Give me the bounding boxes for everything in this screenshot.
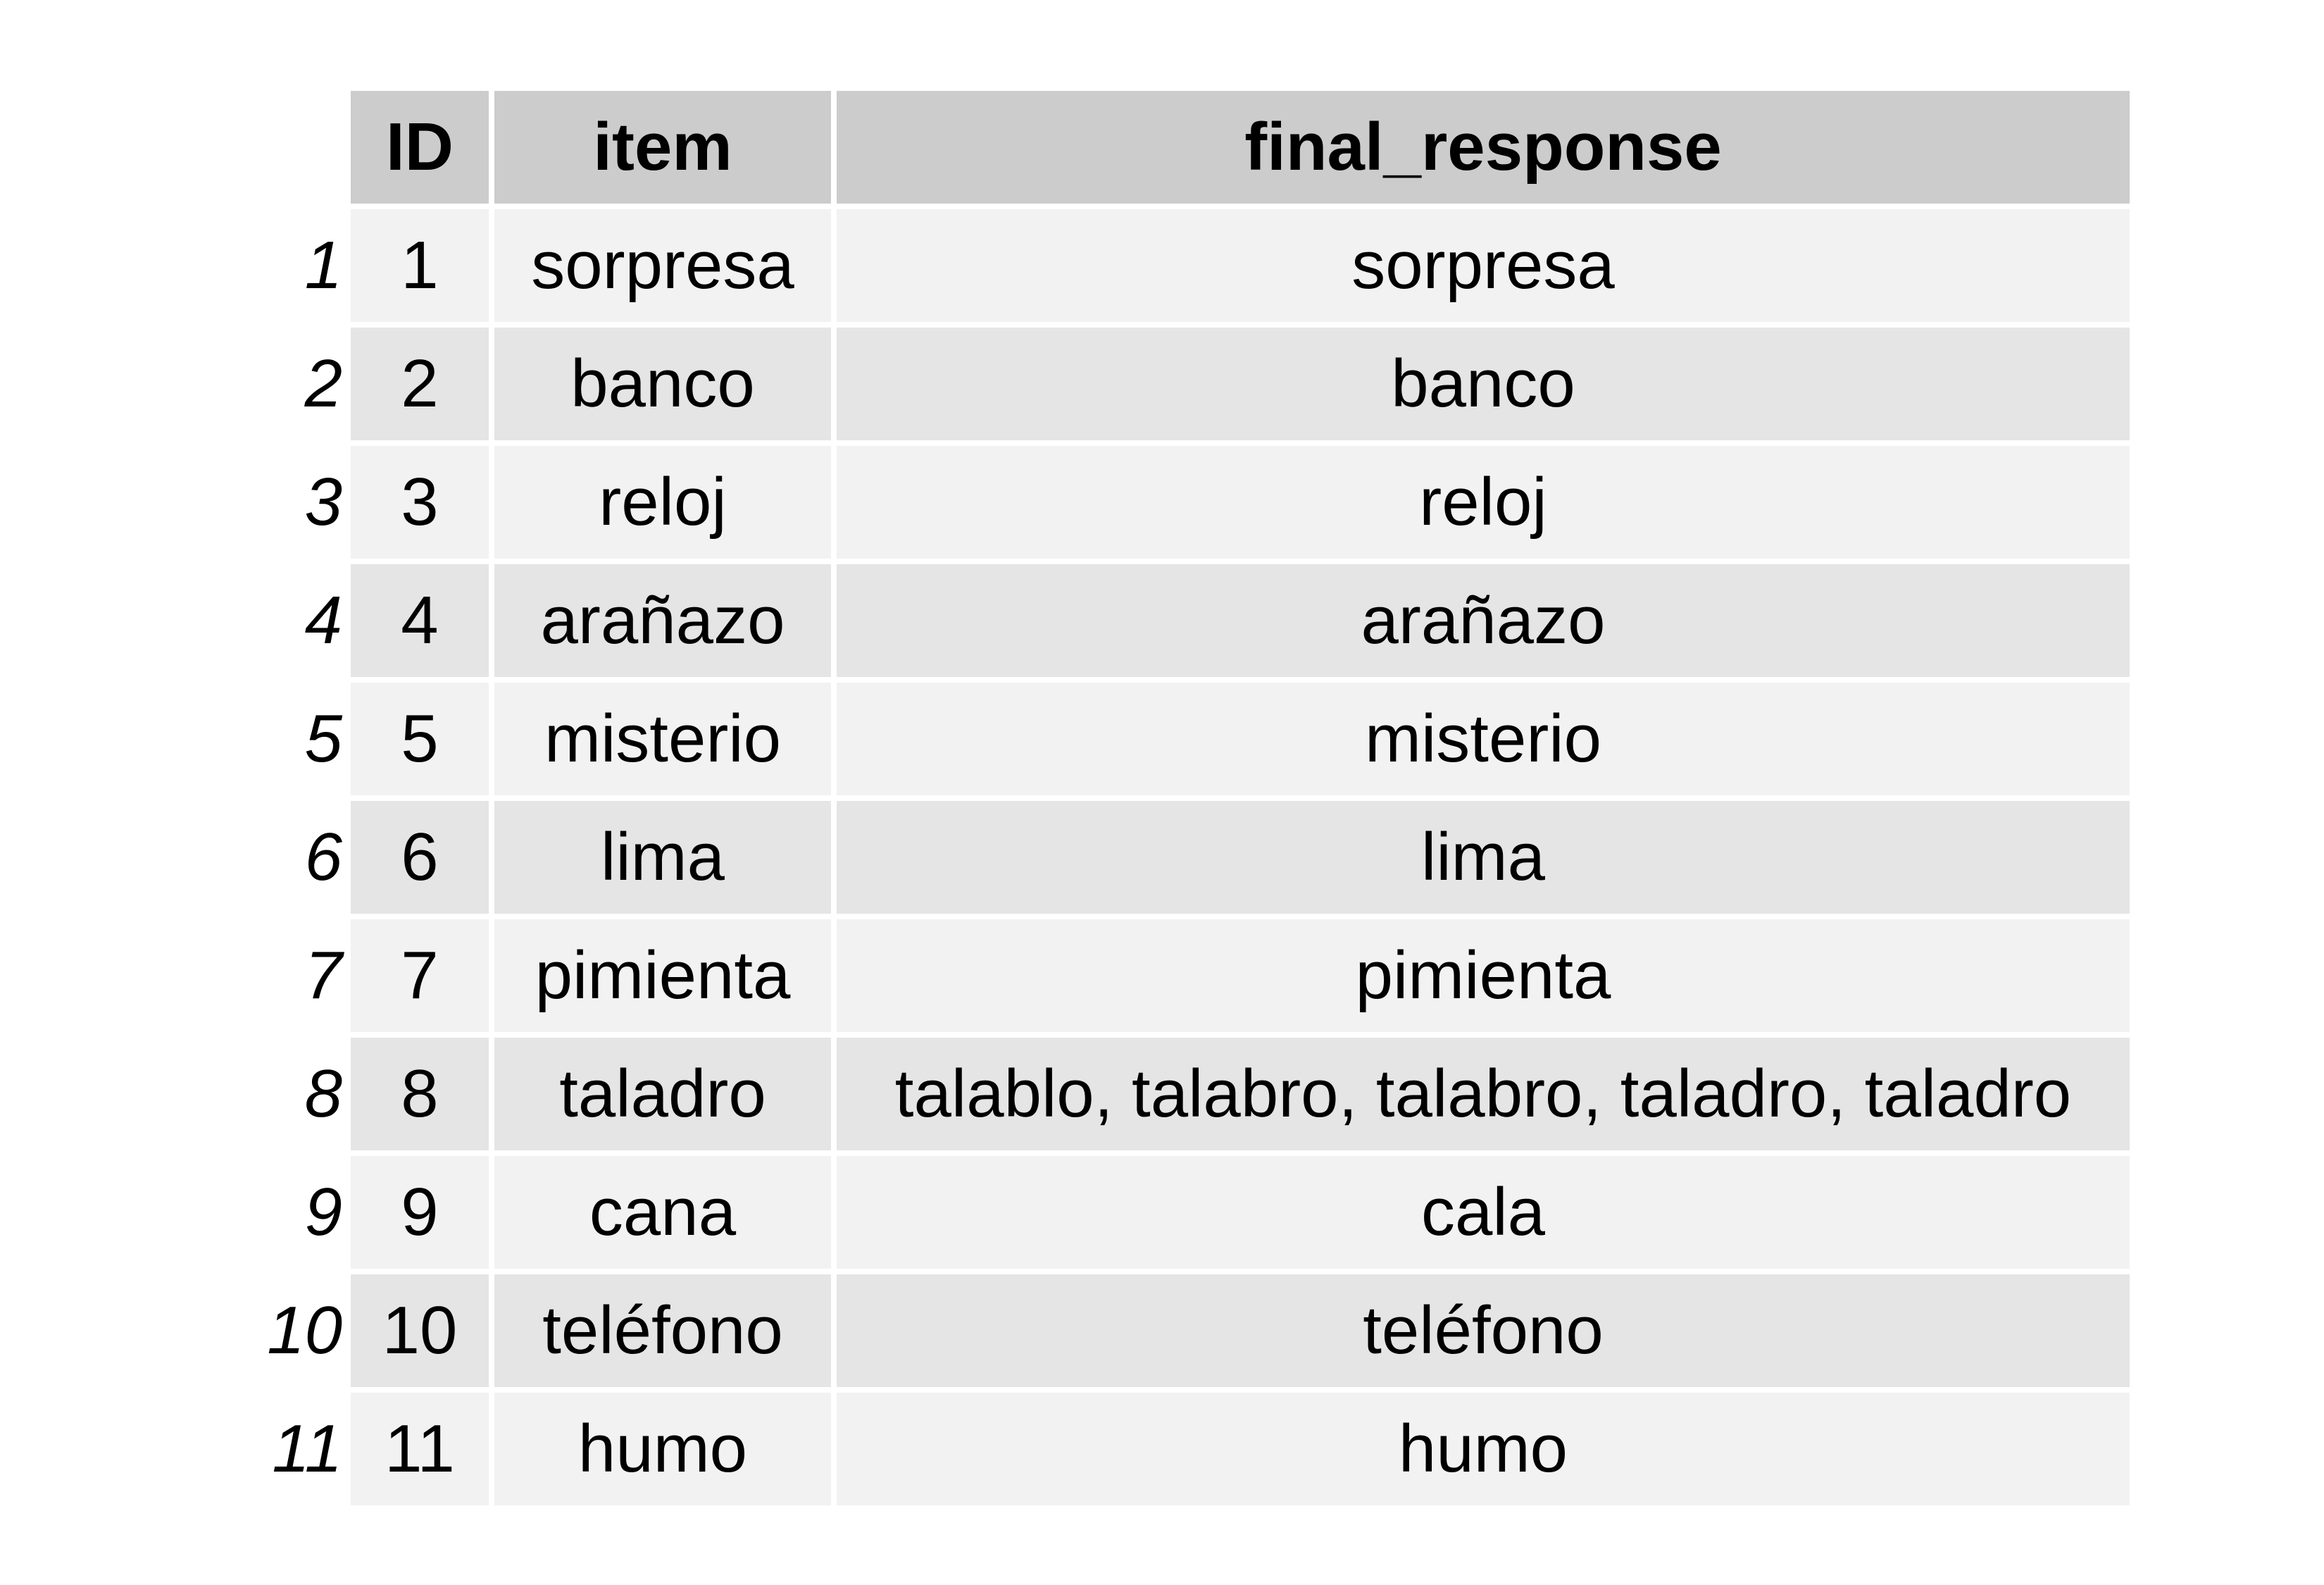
table-row (252, 1393, 2130, 1505)
cell-item: taladro (494, 1038, 831, 1150)
cell-id: 2 (351, 328, 489, 440)
row-number: 6 (304, 819, 342, 895)
row-number: 9 (304, 1174, 342, 1250)
table-body (252, 209, 2130, 1505)
cell-id: 5 (351, 683, 489, 795)
row-number: 7 (304, 938, 342, 1013)
cell-final-response: lima (837, 801, 2130, 914)
row-number: 11 (272, 1411, 342, 1486)
header-row (252, 91, 2130, 204)
cell-item: sorpresa (494, 209, 831, 322)
cell-final-response: talablo, talabro, talabro, taladro, taladro (837, 1038, 2130, 1150)
column-header-item: item (494, 91, 831, 204)
column-header-id: ID (351, 91, 489, 204)
column-header-final-response: final_response (837, 91, 2130, 204)
cell-id: 1 (351, 209, 489, 322)
table-row (252, 683, 2130, 795)
cell-item: banco (494, 328, 831, 440)
table-row (252, 1274, 2130, 1387)
cell-final-response: banco (837, 328, 2130, 440)
cell-id: 9 (351, 1156, 489, 1269)
cell-final-response: arañazo (837, 564, 2130, 677)
cell-id: 7 (351, 919, 489, 1032)
row-number: 2 (304, 346, 342, 421)
table-header (252, 91, 2130, 204)
cell-item: humo (494, 1393, 831, 1505)
cell-id: 3 (351, 446, 489, 559)
cell-item: misterio (494, 683, 831, 795)
row-number: 10 (267, 1293, 342, 1368)
cell-final-response: humo (837, 1393, 2130, 1505)
row-number: 3 (304, 464, 342, 540)
cell-id: 4 (351, 564, 489, 677)
cell-final-response: cala (837, 1156, 2130, 1269)
table-row (252, 209, 2130, 322)
cell-item: pimienta (494, 919, 831, 1032)
cell-final-response: pimienta (837, 919, 2130, 1032)
table-row (252, 564, 2130, 677)
cell-item: lima (494, 801, 831, 914)
row-number: 1 (304, 228, 342, 303)
cell-id: 10 (351, 1274, 489, 1387)
table-row (252, 446, 2130, 559)
cell-final-response: teléfono (837, 1274, 2130, 1387)
cell-id: 6 (351, 801, 489, 914)
row-number: 5 (304, 701, 342, 776)
cell-id: 8 (351, 1038, 489, 1150)
header-rownum-blank (252, 91, 345, 204)
data-table-wrapper (252, 91, 2130, 1505)
cell-item: teléfono (494, 1274, 831, 1387)
cell-final-response: misterio (837, 683, 2130, 795)
cell-final-response: sorpresa (837, 209, 2130, 322)
table-row (252, 801, 2130, 914)
row-number: 4 (304, 583, 342, 658)
cell-item: arañazo (494, 564, 831, 677)
row-number: 8 (304, 1056, 342, 1131)
cell-item: cana (494, 1156, 831, 1269)
cell-item: reloj (494, 446, 831, 559)
table-row (252, 1156, 2130, 1269)
table-row (252, 1038, 2130, 1150)
data-table (246, 85, 2135, 1511)
table-row (252, 919, 2130, 1032)
cell-final-response: reloj (837, 446, 2130, 559)
cell-id: 11 (351, 1393, 489, 1505)
table-row (252, 328, 2130, 440)
